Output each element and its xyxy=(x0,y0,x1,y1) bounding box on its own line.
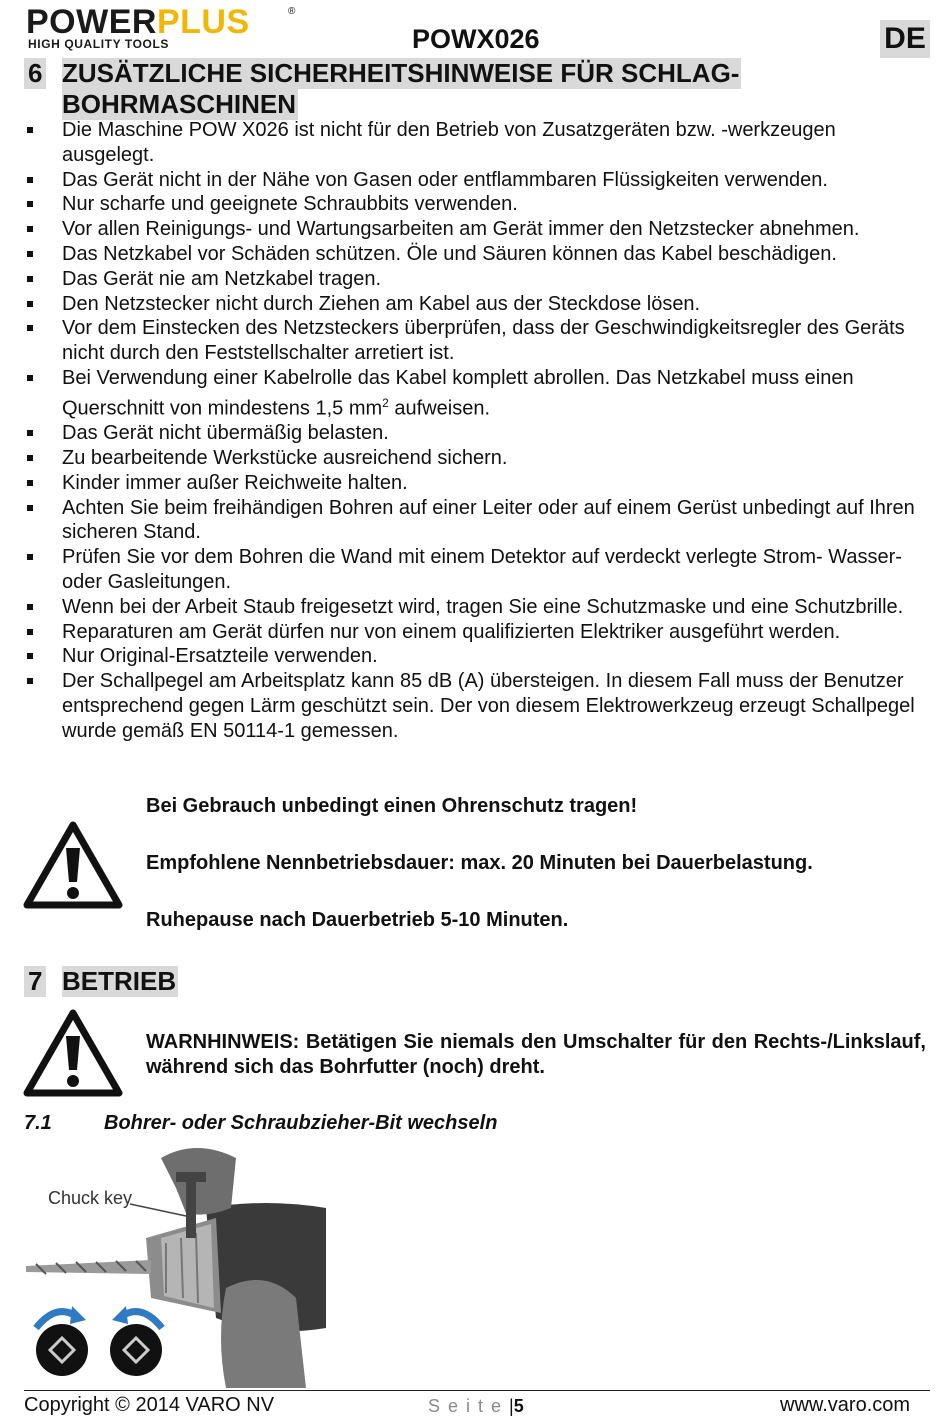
list-item: Zu bearbeitende Werkstücke ausreichend sichern. xyxy=(24,446,929,471)
rotation-switch-warning: WARNHINWEIS: Betätigen Sie niemals den Umschalter für den Rechts-/Linkslauf, während sich das Bohrfutter (noch) dreht. xyxy=(146,1031,926,1078)
page-number: 5 xyxy=(513,1396,524,1416)
footer-copyright: Copyright © 2014 VARO NV xyxy=(24,1394,275,1416)
note-duty-cycle: Empfohlene Nennbetriebsdauer: max. 20 Minuten bei Dauerbelastung. xyxy=(146,852,813,874)
safety-list xyxy=(24,118,929,744)
list-item: Den Netzstecker nicht durch Ziehen am Kabel aus der Steckdose lösen. xyxy=(24,292,929,317)
list-item: Nur Original-Ersatzteile verwenden. xyxy=(24,644,929,669)
section-title-line-1: ZUSÄTZLICHE SICHERHEITSHINWEISE FÜR SCHLAG- xyxy=(62,58,740,88)
language-tag: DE xyxy=(880,20,930,58)
page-separator: | xyxy=(509,1396,514,1416)
list-item: Das Gerät nicht übermäßig belasten. xyxy=(24,421,929,446)
list-item: Vor allen Reinigungs- und Wartungsarbeiten am Gerät immer den Netzstecker abnehmen. xyxy=(24,217,929,242)
warning-triangle-icon xyxy=(22,820,124,910)
list-item: Das Netzkabel vor Schäden schützen. Öle und Säuren können das Kabel beschädigen. xyxy=(24,242,929,267)
list-item-tail: aufweisen. xyxy=(388,397,490,420)
list-item-text: Bei Verwendung einer Kabelrolle das Kabel komplett abrollen. Das Netzkabel muss einen Querschnitt von mindestens 1,5 mm xyxy=(62,366,854,420)
note-hearing-protection: Bei Gebrauch unbedingt einen Ohrenschutz tragen! xyxy=(146,795,638,817)
brand-power-text: POWER xyxy=(26,3,157,41)
list-item: Vor dem Einstecken des Netzsteckers überprüfen, dass der Geschwindigkeitsregler des Geräts nicht durch den Feststellschalter arretiert ist. xyxy=(24,316,929,366)
brand-tagline: HIGH QUALITY TOOLS xyxy=(28,37,170,51)
superscript: 2 xyxy=(382,395,389,410)
list-item: Nur scharfe und geeignete Schraubbits verwenden. xyxy=(24,192,929,217)
list-item: Kinder immer außer Reichweite halten. xyxy=(24,471,929,496)
list-item: Achten Sie beim freihändigen Bohren auf einer Leiter oder auf einem Gerüst unbedingt auf Ihren sicheren Stand. xyxy=(24,496,929,546)
registered-mark: ® xyxy=(288,6,296,17)
model-number: POWX026 xyxy=(412,24,540,54)
subsection-heading xyxy=(24,1112,498,1135)
list-item xyxy=(24,366,929,421)
note-rest-pause: Ruhepause nach Dauerbetrieb 5-10 Minuten. xyxy=(146,909,569,931)
chuck-key-label: Chuck key xyxy=(48,1188,133,1208)
brand-wordmark xyxy=(26,4,250,40)
page-word: Seite xyxy=(428,1396,510,1416)
section-title: BETRIEB xyxy=(62,966,177,996)
list-item: Die Maschine POW X026 ist nicht für den Betrieb von Zusatzgeräten bzw. -werkzeugen ausgelegt. xyxy=(24,118,929,168)
list-item: Prüfen Sie vor dem Bohren die Wand mit einem Detektor auf verdeckt verlegte Strom- Wasser- oder Gasleitungen. xyxy=(24,545,929,595)
list-item: Wenn bei der Arbeit Staub freigesetzt wird, tragen Sie eine Schutzmaske und eine Schutzbrille. xyxy=(24,595,929,620)
section-number: 6 xyxy=(24,58,46,89)
brand-logo xyxy=(26,4,296,52)
list-item: Das Gerät nicht in der Nähe von Gasen oder entflammbaren Flüssigkeiten verwenden. xyxy=(24,168,929,193)
list-item: Der Schallpegel am Arbeitsplatz kann 85 dB (A) übersteigen. In diesem Fall muss der Benutzer entsprechend gegen Lärm geschützt sein. Der von diesem Elektrowerkzeug erzeugt Schallpegel wurde gemäß EN 50114-1 gemessen. xyxy=(24,669,929,743)
list-item: Das Gerät nie am Netzkabel tragen. xyxy=(24,267,929,292)
brand-plus-text: PLUS xyxy=(156,3,250,41)
section-number: 7 xyxy=(24,966,46,997)
footer-divider xyxy=(24,1390,930,1391)
section-title-line-2: BOHRMASCHINEN xyxy=(62,89,296,119)
subsection-number: 7.1 xyxy=(24,1112,52,1134)
footer-website[interactable]: www.varo.com xyxy=(780,1394,911,1416)
list-item: Reparaturen am Gerät dürfen nur von einem qualifizierten Elektriker ausgeführt werden. xyxy=(24,620,929,645)
warning-triangle-icon xyxy=(22,1008,124,1098)
page-indicator xyxy=(428,1396,524,1417)
subsection-title: Bohrer- oder Schraubzieher-Bit wechseln xyxy=(104,1112,498,1134)
chuck-key-photo xyxy=(26,1138,326,1388)
